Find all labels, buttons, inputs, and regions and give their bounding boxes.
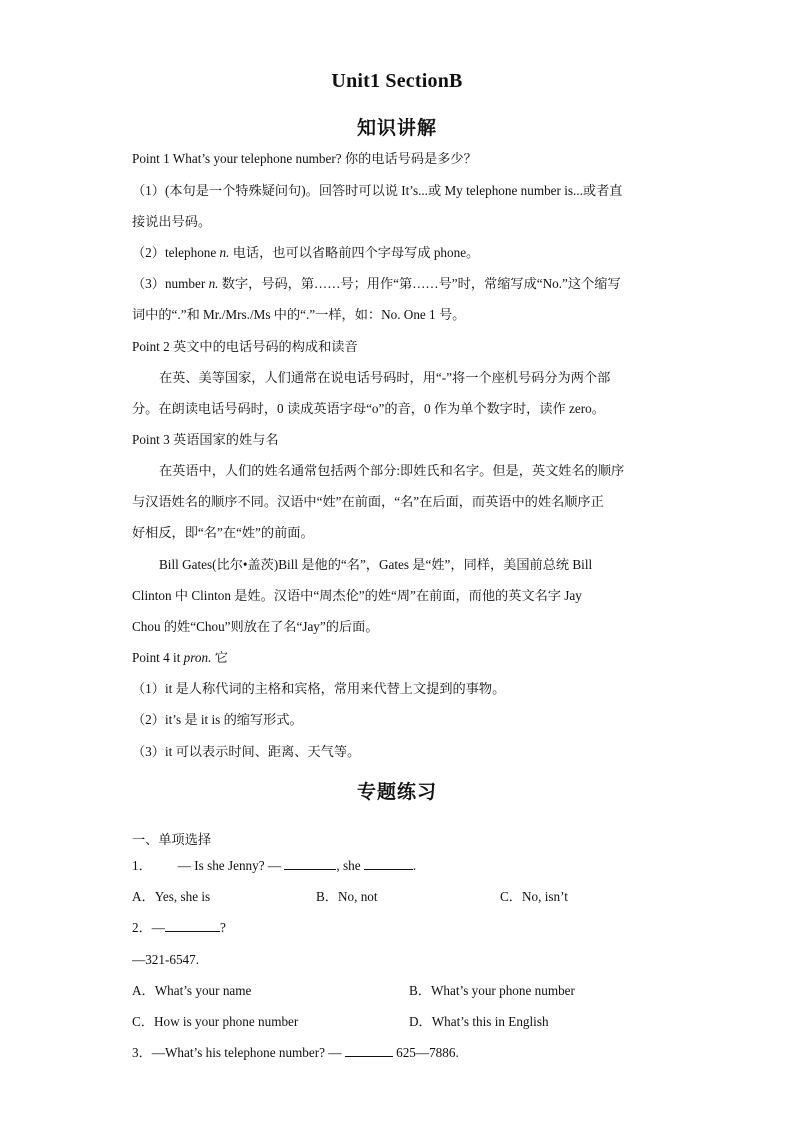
point1-line2: 接说出号码。 <box>132 214 212 229</box>
point4-line3: （3）it 可以表示时间、距离、天气等。 <box>132 744 361 759</box>
point1-line4-a: （3）number <box>132 276 209 291</box>
point2-line1: 在英、美等国家，人们通常在说电话号码时，用“-”将一个座机号码分为两个部 <box>159 370 611 385</box>
point1-line3 <box>132 244 662 262</box>
question-3-stem-a: 3．—What’s his telephone number? — <box>132 1045 345 1060</box>
question-1-stem-a: — Is she Jenny? — <box>177 858 285 873</box>
question-2-option-a[interactable]: A．What’s your name <box>132 983 252 998</box>
point3-line1: 在英语中，人们的姓名通常包括两个部分:即姓氏和名字。但是，英文姓名的顺序 <box>159 463 625 478</box>
question-3-stem-b: 625—7886. <box>392 1045 459 1060</box>
point4-line2: （2）it’s 是 it is 的缩写形式。 <box>132 712 303 727</box>
question-1-option-b[interactable]: B．No, not <box>316 889 378 904</box>
question-2-number: 2．— <box>132 920 165 935</box>
point2-line2: 分。在朗读电话号码时，0 读成英语字母“o”的音，0 作为单个数字时，读作 zero。 <box>132 401 605 416</box>
point1-line3-pos: n. <box>219 245 230 260</box>
point3-line3: 好相反，即“名”在“姓”的前面。 <box>132 525 314 540</box>
point4-title <box>132 649 662 667</box>
point1-line3-b: 电话，也可以省略前四个字母写成 phone。 <box>229 245 480 260</box>
point2-title: Point 2 英文中的电话号码的构成和读音 <box>132 339 358 354</box>
point1-line1: （1）(本句是一个特殊疑问句)。回答时可以说 It’s...或 My telephone number is...或者直 <box>132 183 623 198</box>
question-1-stem-b: , she <box>336 858 364 873</box>
question-2 <box>132 919 662 937</box>
point3-title: Point 3 英语国家的姓与名 <box>132 432 279 447</box>
question-1-number: 1． <box>132 858 152 873</box>
point1-line4 <box>132 275 662 293</box>
question-2-option-b[interactable]: B．What’s your phone number <box>409 983 575 998</box>
point4-title-b: 它 <box>211 650 228 665</box>
point1-line4-pos: n. <box>208 276 219 291</box>
point3-line6: Chou 的姓“Chou”则放在了名“Jay”的后面。 <box>132 619 379 634</box>
question-1 <box>132 857 662 875</box>
page-title: Unit1 SectionB <box>331 70 463 92</box>
point3-line2: 与汉语姓名的顺序不同。汉语中“姓”在前面，“名”在后面，而英语中的姓名顺序正 <box>132 494 604 509</box>
point4-line1: （1）it 是人称代词的主格和宾格，常用来代替上文提到的事物。 <box>132 681 506 696</box>
point4-title-pos: pron. <box>183 650 212 665</box>
section-heading-practice: 专题练习 <box>356 782 437 803</box>
question-2-option-d[interactable]: D．What’s this in English <box>409 1014 549 1029</box>
point1-title: Point 1 What’s your telephone number? 你的电话号码是多少？ <box>132 151 477 166</box>
question-2-answer-line: —321-6547. <box>132 952 200 967</box>
point3-line4: Bill Gates(比尔•盖茨)Bill 是他的“名”，Gates 是“姓”，同样，美国前总统 Bill <box>159 557 593 572</box>
question-2-blank <box>165 919 220 932</box>
point4-title-a: Point 4 it <box>132 650 184 665</box>
question-1-blank-2 <box>364 857 413 870</box>
question-3-blank <box>345 1044 393 1057</box>
point3-line5: Clinton 中 Clinton 是姓。汉语中“周杰伦”的姓“周”在前面，而他的英文名字 Jay <box>132 588 582 603</box>
point1-line3-a: （2）telephone <box>132 245 220 260</box>
question-2-option-c[interactable]: C．How is your phone number <box>132 1014 299 1029</box>
question-1-stem-c: . <box>412 858 417 873</box>
point1-line4-b: 数字，号码，第……号；用作“第……号”时，常缩写成“No.”这个缩写 <box>218 276 621 291</box>
section-heading-knowledge: 知识讲解 <box>356 118 437 139</box>
question-1-blank-1 <box>284 857 336 870</box>
question-3 <box>132 1044 662 1062</box>
question-1-option-a[interactable]: A．Yes, she is <box>132 889 211 904</box>
point1-line5: 词中的“.”和 Mr./Mrs./Ms 中的“.”一样，如：No. One 1 号。 <box>132 307 466 322</box>
question-2-stem-b: ? <box>219 920 226 935</box>
part-heading: 一、单项选择 <box>132 832 212 847</box>
question-1-option-c[interactable]: C．No, isn’t <box>500 889 568 904</box>
